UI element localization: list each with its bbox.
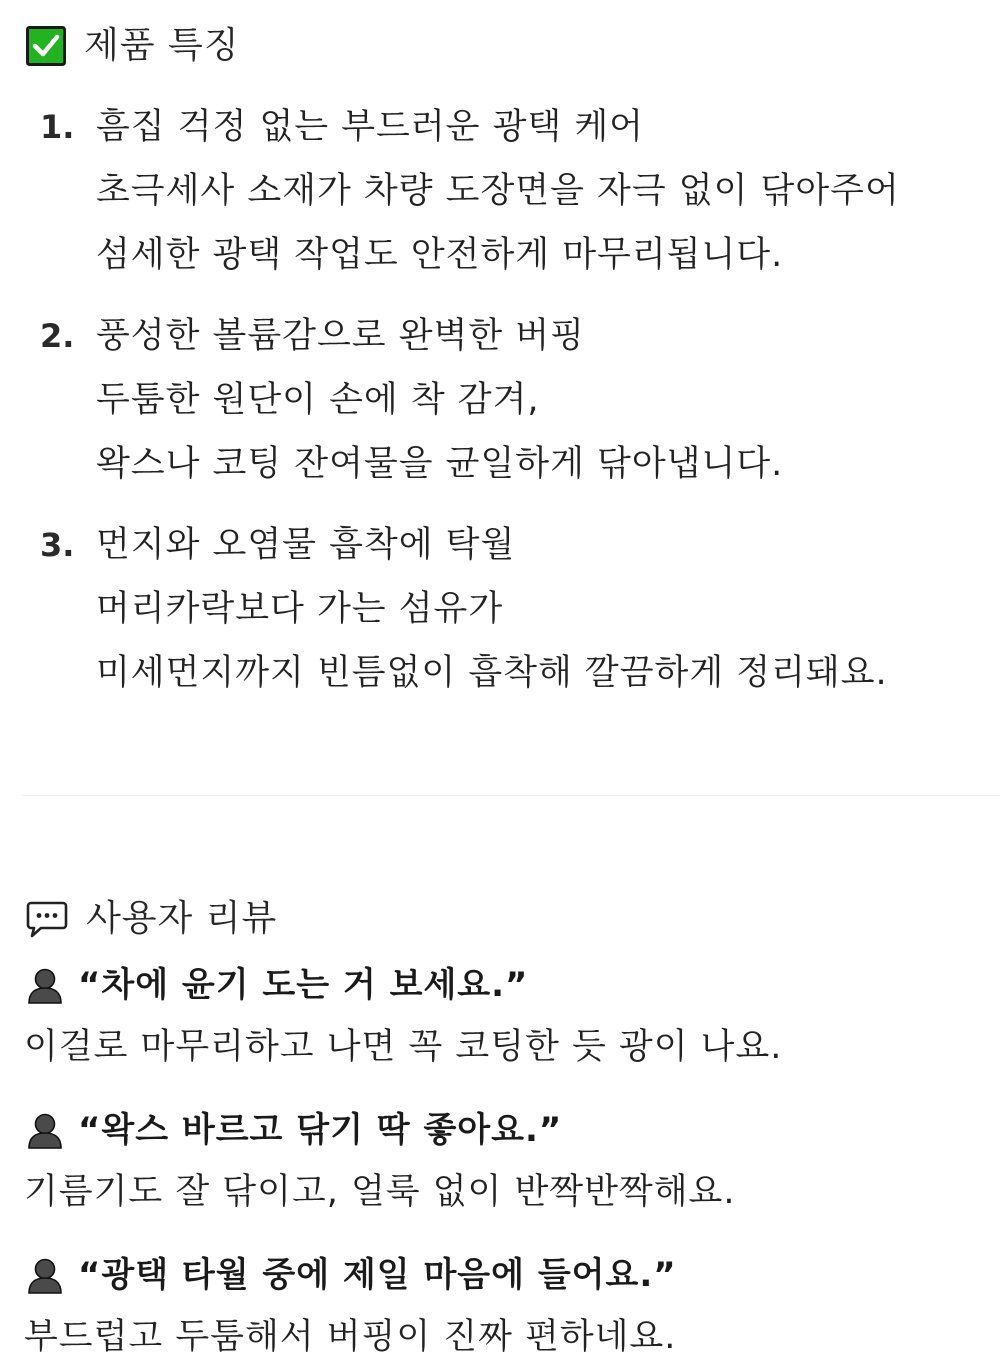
review-quote: “차에 윤기 도는 거 보세요.” <box>78 965 529 1005</box>
speech-bubble-icon <box>26 898 68 940</box>
feature-number: 3. <box>40 526 75 564</box>
feature-number: 2. <box>40 317 75 355</box>
feature-description: 왁스나 코팅 잔여물을 균일하게 닦아냅니다. <box>96 444 784 484</box>
review-title <box>26 1107 562 1153</box>
check-box-icon <box>26 26 66 66</box>
feature-description: 두툼한 원단이 손에 착 감겨, <box>96 380 540 420</box>
features-header <box>26 24 240 68</box>
features-title: 제품 특징 <box>84 25 240 66</box>
review-quote: “광택 타월 중에 제일 마음에 들어요.” <box>78 1255 677 1295</box>
person-icon <box>26 966 64 1004</box>
review-title <box>26 962 528 1008</box>
person-icon <box>26 1256 64 1294</box>
feature-heading: 흠집 걱정 없는 부드러운 광택 케어 <box>96 107 644 147</box>
feature-description: 미세먼지까지 빈틈없이 흡착해 깔끔하게 정리돼요. <box>96 653 888 693</box>
review-body: 이걸로 마무리하고 나면 꼭 코팅한 듯 광이 나요. <box>24 1027 783 1067</box>
feature-heading: 풍성한 볼륨감으로 완벽한 버핑 <box>96 316 585 356</box>
feature-description: 섬세한 광택 작업도 안전하게 마무리됩니다. <box>96 235 784 275</box>
reviews-header <box>26 897 277 941</box>
feature-number: 1. <box>40 108 75 146</box>
reviews-title: 사용자 리뷰 <box>86 898 278 939</box>
section-divider <box>22 795 1000 796</box>
review-quote: “왁스 바르고 닦기 딱 좋아요.” <box>78 1110 563 1150</box>
review-body: 부드럽고 두툼해서 버핑이 진짜 편하네요. <box>24 1317 677 1357</box>
review-body: 기름기도 잘 닦이고, 얼룩 없이 반짝반짝해요. <box>24 1172 736 1212</box>
feature-description: 머리카락보다 가는 섬유가 <box>96 589 504 629</box>
review-title <box>26 1252 677 1298</box>
person-icon <box>26 1111 64 1149</box>
feature-heading: 먼지와 오염물 흡착에 탁월 <box>96 525 516 565</box>
feature-description: 초극세사 소재가 차량 도장면을 자극 없이 닦아주어 <box>96 171 900 211</box>
